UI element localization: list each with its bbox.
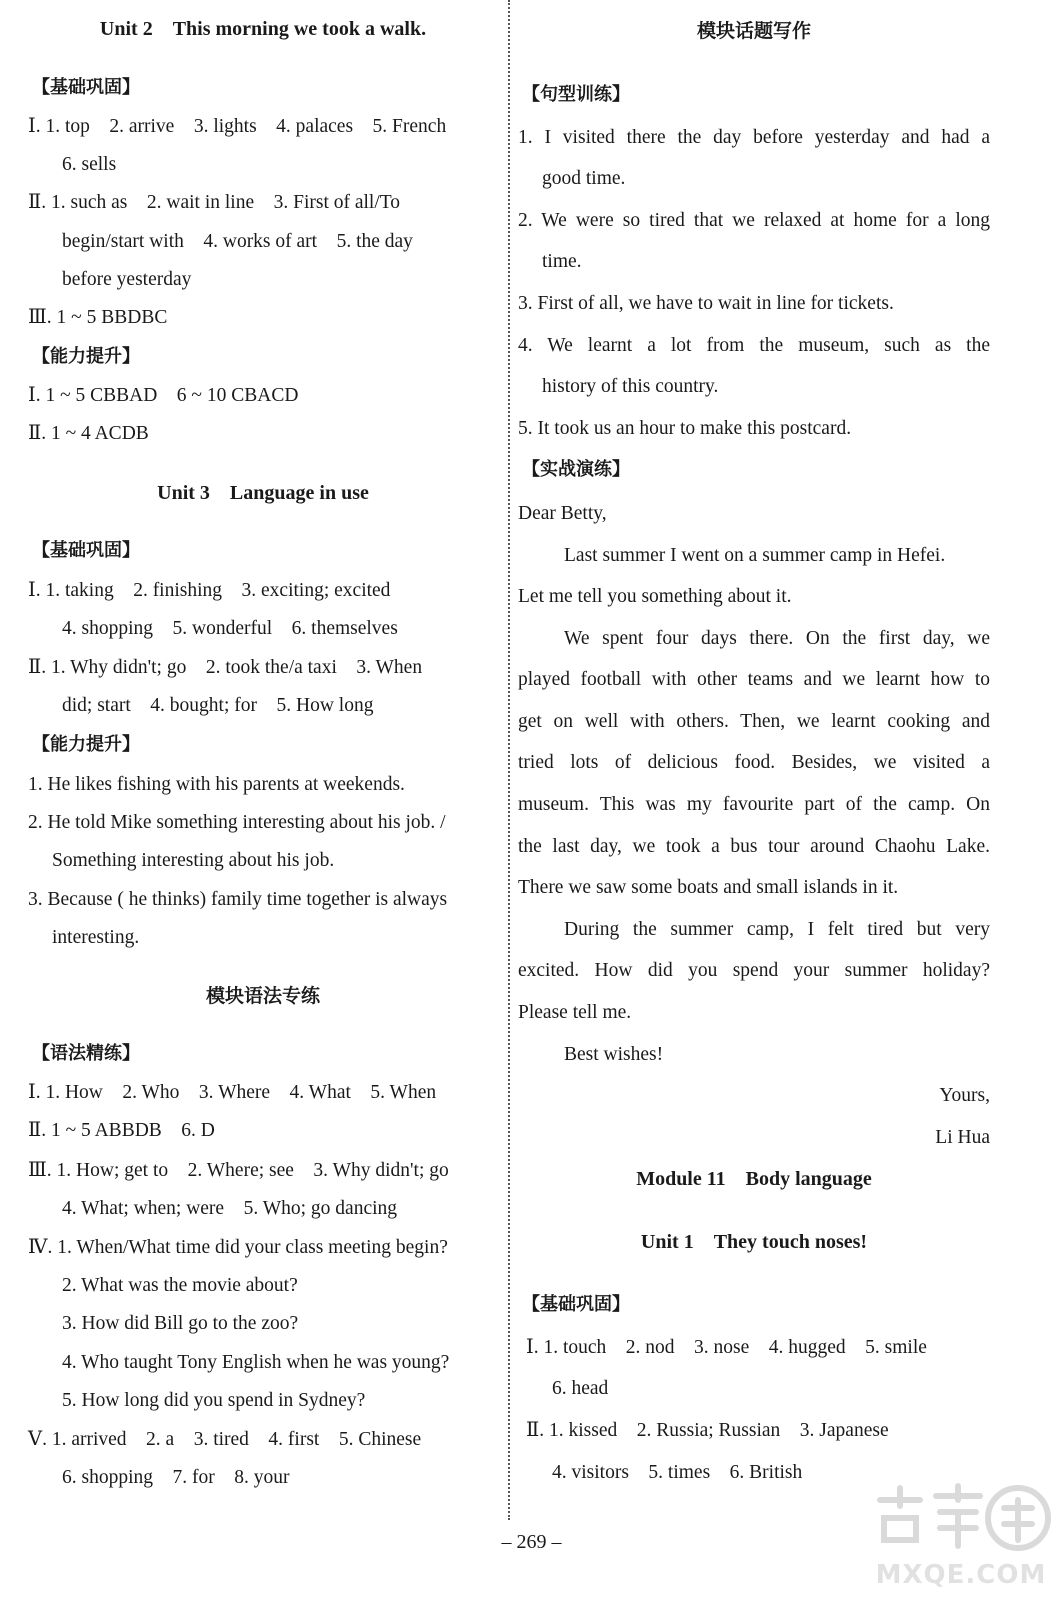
- letter-line: the last day, we took a bus tour around Chaohu Lake.: [518, 836, 990, 857]
- module11-unit1-title: Unit 1 They touch noses!: [640, 1231, 868, 1253]
- answer-line: 4. shopping 5. wonderful 6. themselves: [62, 618, 398, 639]
- letter-line: museum. This was my favourite part of the camp. On: [518, 794, 990, 815]
- answer-line: Ⅰ. 1 ~ 5 CBBAD 6 ~ 10 CBACD: [28, 385, 299, 406]
- answer-line: time.: [542, 251, 582, 272]
- section-basic-consolidation: 【基础巩固】: [522, 1294, 630, 1315]
- letter-line: Please tell me.: [518, 1002, 632, 1023]
- watermark-logo: [866, 1478, 1056, 1590]
- answer-line: 3. First of all, we have to wait in line for tickets.: [518, 293, 894, 314]
- answer-line: interesting.: [52, 927, 140, 948]
- answer-line: 3. Because ( he thinks) family time together is always: [28, 889, 448, 910]
- section-grammar-drills: 【语法精练】: [32, 1043, 140, 1064]
- answer-line: begin/start with 4. works of art 5. the day: [62, 231, 413, 252]
- answer-line: 4. We learnt a lot from the museum, such as the: [518, 335, 990, 356]
- answer-line: Ⅰ. 1. taking 2. finishing 3. exciting; excited: [28, 580, 391, 601]
- section-practical-exercise: 【实战演练】: [522, 459, 630, 480]
- answer-line: Ⅱ. 1. such as 2. wait in line 3. First of all/To: [28, 192, 401, 213]
- letter-line: get on well with others. Then, we learnt cooking and: [518, 711, 990, 732]
- module11-title: Module 11 Body language: [636, 1168, 872, 1190]
- answer-line: 2. We were so tired that we relaxed at home for a long: [518, 210, 990, 231]
- letter-line: played football with other teams and we learnt how to: [518, 669, 990, 690]
- section-ability-improvement: 【能力提升】: [32, 734, 140, 755]
- answer-line: Ⅰ. 1. How 2. Who 3. Where 4. What 5. When: [28, 1082, 437, 1103]
- answer-line: 5. It took us an hour to make this postcard.: [518, 418, 852, 439]
- answer-line: 2. What was the movie about?: [62, 1275, 298, 1296]
- answer-line: Ⅲ. 1 ~ 5 BBDBC: [28, 307, 168, 328]
- unit2-title: Unit 2 This morning we took a walk.: [99, 18, 427, 40]
- unit3-title: Unit 3 Language in use: [157, 482, 369, 504]
- letter-closing: Best wishes!: [564, 1044, 664, 1065]
- answer-line: Ⅲ. 1. How; get to 2. Where; see 3. Why didn't; go: [28, 1160, 449, 1181]
- page-number: – 269 –: [501, 1531, 562, 1553]
- section-sentence-training: 【句型训练】: [522, 84, 630, 105]
- answer-line: Ⅰ. 1. touch 2. nod 3. nose 4. hugged 5. smile: [526, 1337, 927, 1358]
- letter-yours: Yours,: [939, 1085, 990, 1106]
- answer-line: Something interesting about his job.: [52, 850, 335, 871]
- answer-line: 6. sells: [62, 154, 117, 175]
- letter-line: We spent four days there. On the first day, we: [564, 628, 990, 649]
- letter-greeting: Dear Betty,: [518, 503, 607, 524]
- answer-line: 1. He likes fishing with his parents at weekends.: [28, 774, 405, 795]
- letter-line: There we saw some boats and small islands in it.: [518, 877, 899, 898]
- answer-line: Ⅰ. 1. top 2. arrive 3. lights 4. palaces 5. French: [28, 116, 447, 137]
- answer-line: 5. How long did you spend in Sydney?: [62, 1390, 366, 1411]
- topic-writing-title: 模块话题写作: [696, 21, 811, 42]
- answer-line: Ⅱ. 1 ~ 5 ABBDB 6. D: [28, 1120, 215, 1141]
- answer-line: history of this country.: [542, 376, 719, 397]
- answer-line: good time.: [542, 168, 626, 189]
- answer-line: Ⅱ. 1 ~ 4 ACDB: [28, 423, 149, 444]
- watermark-text: MXQE.COM: [875, 1560, 1047, 1590]
- letter-line: Last summer I went on a summer camp in Hefei.: [564, 545, 946, 566]
- answer-line: did; start 4. bought; for 5. How long: [62, 695, 374, 716]
- letter-line: tried lots of delicious food. Besides, we visited a: [518, 752, 990, 773]
- answer-line: 4. visitors 5. times 6. British: [552, 1462, 803, 1483]
- grammar-practice-title: 模块语法专练: [205, 986, 320, 1007]
- answer-line: before yesterday: [62, 269, 192, 290]
- letter-line: Let me tell you something about it.: [518, 586, 792, 607]
- answer-line: Ⅳ. 1. When/What time did your class meeting begin?: [28, 1237, 448, 1258]
- letter-line: During the summer camp, I felt tired but very: [564, 919, 990, 940]
- answer-line: 1. I visited there the day before yesterday and had a: [518, 127, 990, 148]
- letter-signature: Li Hua: [935, 1127, 990, 1148]
- answer-line: 4. What; when; were 5. Who; go dancing: [62, 1198, 398, 1219]
- answer-line: 3. How did Bill go to the zoo?: [62, 1313, 299, 1334]
- answer-line: 6. head: [552, 1378, 609, 1399]
- letter-line: excited. How did you spend your summer holiday?: [518, 960, 990, 981]
- answer-line: 6. shopping 7. for 8. your: [62, 1467, 290, 1488]
- section-basic-consolidation: 【基础巩固】: [32, 540, 140, 561]
- section-ability-improvement: 【能力提升】: [32, 346, 140, 367]
- answer-line: Ⅱ. 1. Why didn't; go 2. took the/a taxi 3. When: [28, 657, 423, 678]
- section-basic-consolidation: 【基础巩固】: [32, 77, 140, 98]
- answer-line: 2. He told Mike something interesting about his job. /: [28, 812, 446, 833]
- answer-line: Ⅱ. 1. kissed 2. Russia; Russian 3. Japanese: [526, 1420, 889, 1441]
- answer-line: Ⅴ. 1. arrived 2. a 3. tired 4. first 5. Chinese: [28, 1429, 422, 1450]
- watermark-seal-icon: [866, 1478, 1056, 1558]
- column-divider: [508, 0, 510, 1520]
- answer-line: 4. Who taught Tony English when he was young?: [62, 1352, 450, 1373]
